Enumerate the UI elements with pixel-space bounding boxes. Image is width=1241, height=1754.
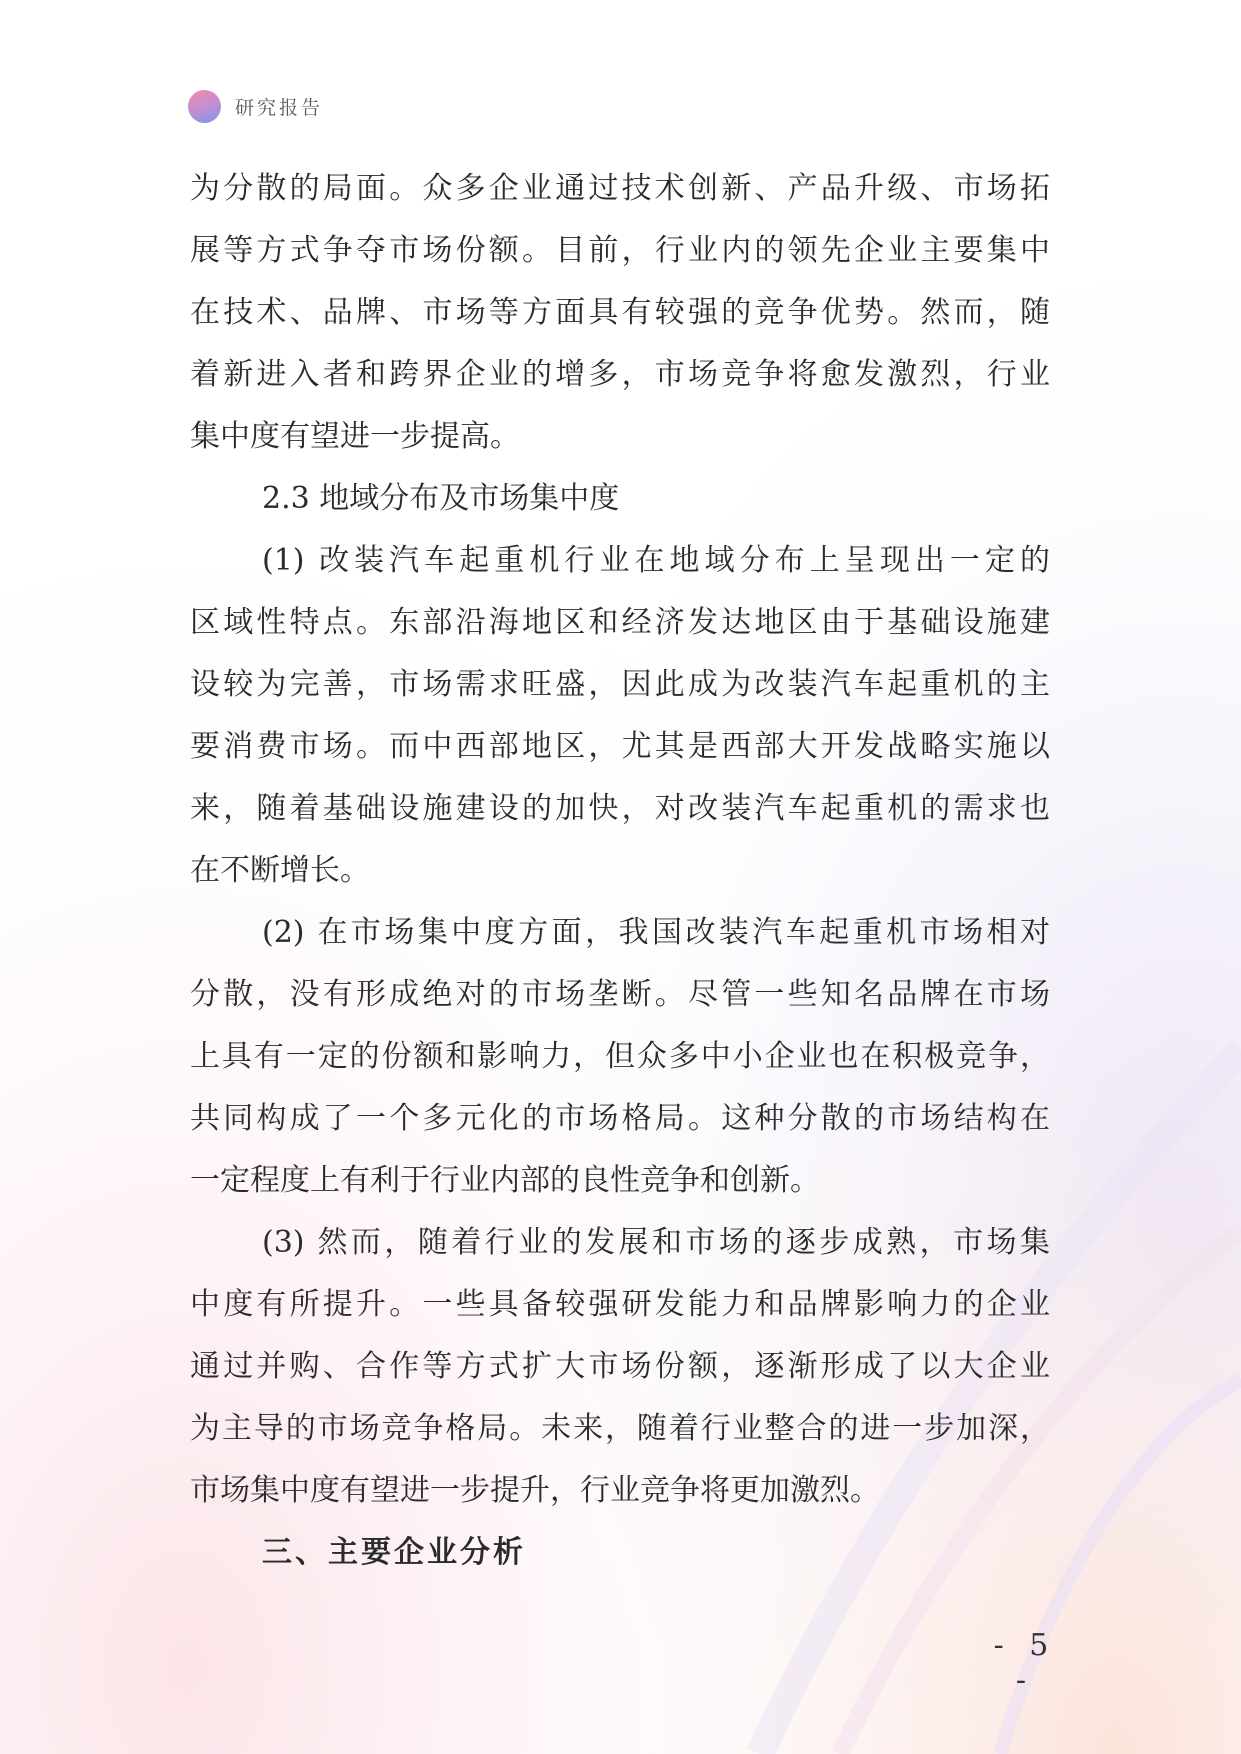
report-header (188, 89, 323, 123)
paragraph-line: (1) 改装汽车起重机行业在地域分布上呈现出一定的 (262, 543, 1050, 578)
chapter-heading: 三、主要企业分析 (262, 1535, 526, 1570)
paragraph-line: 一定程度上有利于行业内部的良性竞争和创新。 (190, 1163, 820, 1198)
paragraph-line: 在技术、品牌、市场等方面具有较强的竞争优势。然而，随 (190, 295, 1050, 330)
paragraph-line: 展等方式争夺市场份额。目前，行业内的领先企业主要集中 (190, 233, 1050, 268)
section-heading: 2.3 地域分布及市场集中度 (262, 481, 620, 516)
document-body (190, 158, 1050, 1584)
paragraph-line: 在不断增长。 (190, 853, 370, 888)
paragraph-line: 要消费市场。而中西部地区，尤其是西部大开发战略实施以 (190, 729, 1050, 764)
page-number: - 5 - (993, 1628, 1057, 1698)
paragraph-line: 中度有所提升。一些具备较强研发能力和品牌影响力的企业 (190, 1287, 1050, 1322)
logo-circle-icon (188, 90, 221, 123)
paragraph-line: 为主导的市场竞争格局。未来，随着行业整合的进一步加深， (190, 1411, 1050, 1446)
paragraph-line: 分散，没有形成绝对的市场垄断。尽管一些知名品牌在市场 (190, 977, 1050, 1012)
paragraph-line: 通过并购、合作等方式扩大市场份额，逐渐形成了以大企业 (190, 1349, 1050, 1384)
paragraph-line: 设较为完善，市场需求旺盛，因此成为改装汽车起重机的主 (190, 667, 1050, 702)
report-header-label: 研究报告 (235, 96, 324, 119)
paragraph-line: 共同构成了一个多元化的市场格局。这种分散的市场结构在 (190, 1101, 1050, 1136)
paragraph-line: (2) 在市场集中度方面，我国改装汽车起重机市场相对 (262, 915, 1050, 950)
paragraph-line: 为分散的局面。众多企业通过技术创新、产品升级、市场拓 (190, 171, 1050, 206)
paragraph-line: 区域性特点。东部沿海地区和经济发达地区由于基础设施建 (190, 605, 1050, 640)
paragraph-line: 市场集中度有望进一步提升，行业竞争将更加激烈。 (190, 1473, 880, 1508)
paragraph-line: (3) 然而，随着行业的发展和市场的逐步成熟，市场集 (262, 1225, 1050, 1260)
paragraph-line: 集中度有望进一步提高。 (190, 419, 520, 454)
paragraph-line: 上具有一定的份额和影响力，但众多中小企业也在积极竞争， (190, 1039, 1050, 1074)
paragraph-line: 来，随着基础设施建设的加快，对改装汽车起重机的需求也 (190, 791, 1050, 826)
paragraph-line: 着新进入者和跨界企业的增多，市场竞争将愈发激烈，行业 (190, 357, 1050, 392)
